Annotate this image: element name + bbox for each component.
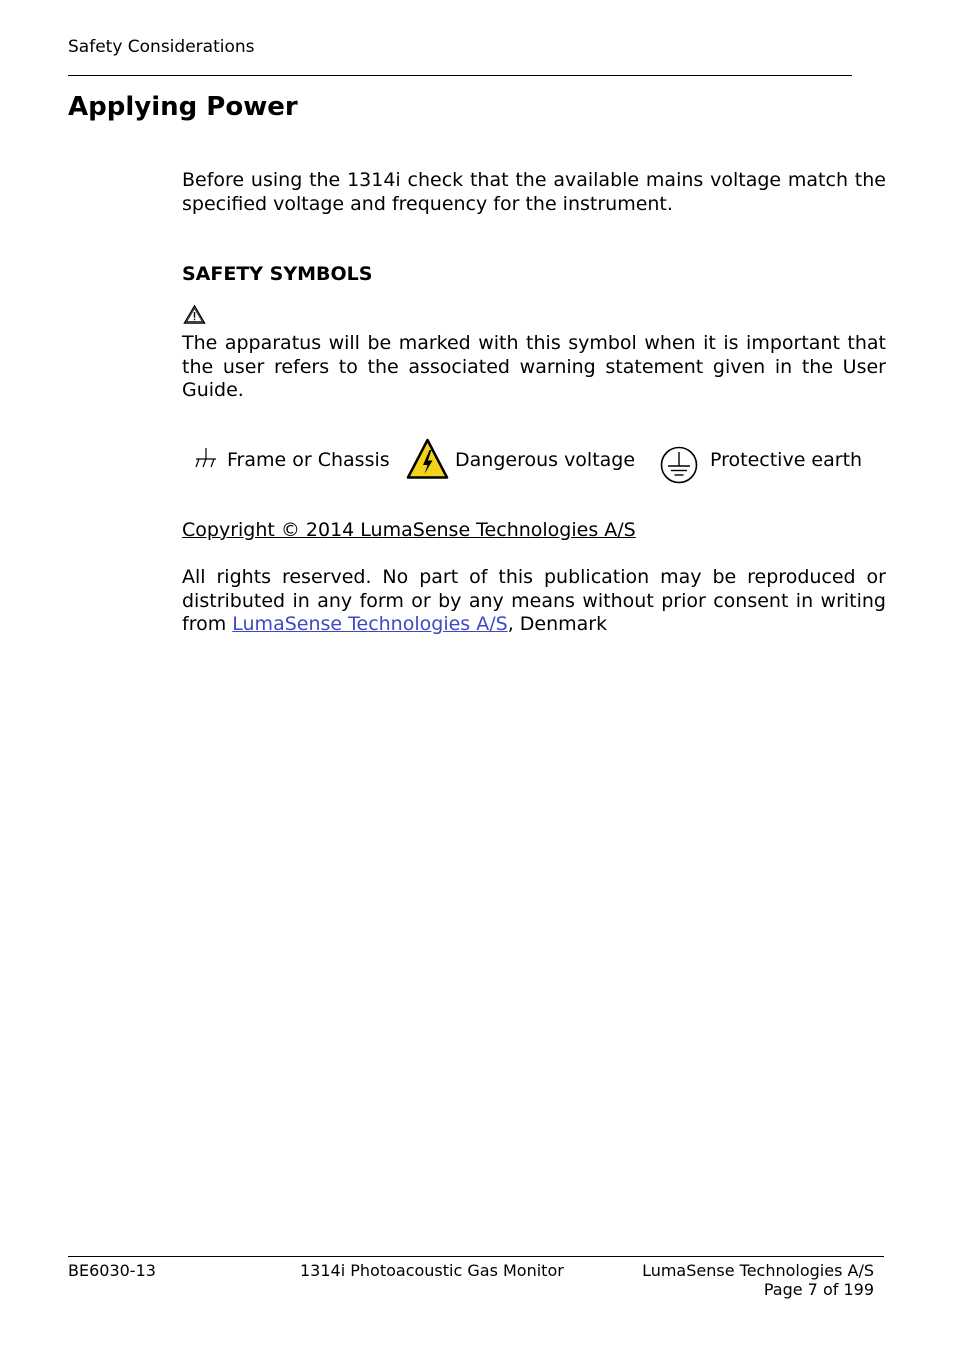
rights-paragraph	[182, 566, 886, 637]
footer-doc-id: BE6030-13	[68, 1261, 156, 1280]
rights-suffix: , Denmark	[507, 613, 608, 635]
safety-symbols-row	[182, 437, 886, 487]
footer-product: 1314i Photoacoustic Gas Monitor	[300, 1261, 564, 1280]
dangerous-voltage-icon	[406, 438, 449, 480]
lumasense-link[interactable]: LumaSense Technologies A/S	[232, 613, 508, 635]
protective-earth-label: Protective earth	[710, 449, 863, 471]
rights-text: All rights reserved. No part of this publication may be reproduced or distributed in any form or by any means without prior consent in writing from	[182, 566, 886, 635]
footer-page-number: Page 7 of 199	[763, 1280, 874, 1299]
page-title: Applying Power	[68, 92, 298, 122]
footer-company: LumaSense Technologies A/S	[642, 1261, 874, 1280]
dangerous-voltage-label: Dangerous voltage	[455, 449, 636, 471]
warning-symbol-paragraph: The apparatus will be marked with this symbol when it is important that the user refers to the associated warning statement given in the User Guide.	[182, 332, 886, 401]
frame-chassis-label: Frame or Chassis	[227, 449, 390, 471]
header-divider	[68, 75, 852, 76]
warning-triangle-icon	[183, 304, 206, 325]
section-heading: SAFETY SYMBOLS	[182, 263, 373, 285]
intro-paragraph: Before using the 1314i check that the available mains voltage match the specified voltage and frequency for the instrument.	[182, 169, 886, 215]
running-header: Safety Considerations	[68, 37, 255, 57]
copyright-line: Copyright © 2014 LumaSense Technologies A/S	[182, 519, 636, 541]
protective-earth-icon	[660, 446, 698, 484]
footer-divider	[68, 1256, 884, 1257]
frame-chassis-icon	[194, 446, 218, 470]
